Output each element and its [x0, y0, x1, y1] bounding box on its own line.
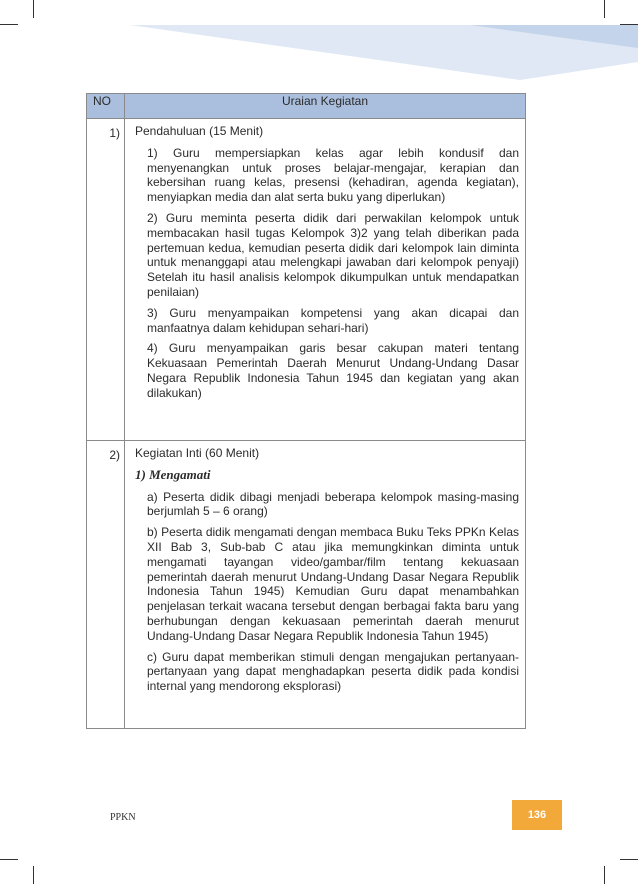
activity-table	[86, 93, 526, 729]
activity-list	[135, 146, 519, 401]
page-number: 136	[512, 800, 562, 830]
list-item: a) Peserta didik dibagi menjadi beberapa kelompok masing-masing berjumlah 5 – 6 orang)	[147, 489, 519, 519]
list-item: 2) Guru meminta peserta didik dari perwakilan kelompok untuk membacakan hasil tugas Kelompok 3)2 yang telah diberikan pada pertemuan kedua, kemudian peserta didik dari kelompok lain diminta untuk menanggapi atau melengkapi jawaban dari kelompok penyaji) Setelah itu hasil analisis kelompok dikumpulkan untuk mendapatkan penilaian)	[147, 210, 519, 299]
list-item: 4) Guru menyampaikan garis besar cakupan materi tentang Kekuasaan Pemerintah Daerah Menurut Undang-Undang Dasar Negara Republik Indonesia Tahun 1945 dan kegiatan yang akan dilakukan)	[147, 341, 519, 400]
row-content	[125, 119, 526, 441]
crop-mark	[0, 859, 18, 860]
column-header-uraian: Uraian Kegiatan	[125, 94, 526, 119]
row-number: 1)	[87, 119, 125, 441]
column-header-no: NO	[87, 94, 125, 119]
list-item: 1) Guru mempersiapkan kelas agar lebih kondusif dan menyenangkan untuk proses belajar-mengajar, kerapian dan kebersihan ruang kelas, presensi (kehadiran, agenda kegiatan), menyiapkan media dan alat serta buku yang diperlukan)	[147, 145, 519, 205]
row-number: 2)	[87, 441, 125, 729]
header-banner	[0, 0, 638, 80]
crop-mark	[604, 866, 605, 884]
subsection-title: 1) Mengamati	[135, 466, 211, 482]
list-item: c) Guru dapat memberikan stimuli dengan mengajukan pertanyaan-pertanyaan yang dapat menghadapkan peserta didik pada kondisi internal yang mendorong eksplorasi)	[147, 649, 519, 694]
table-row	[87, 119, 526, 441]
section-title: Kegiatan Inti (60 Menit)	[135, 446, 260, 460]
section-title: Pendahuluan (15 Menit)	[135, 124, 264, 138]
table-row	[87, 441, 526, 729]
crop-mark	[33, 866, 34, 884]
crop-mark	[620, 859, 638, 860]
list-item: 3) Guru menyampaikan kompetensi yang akan dicapai dan manfaatnya dalam kehidupan sehari-hari)	[147, 305, 519, 335]
list-item: b) Peserta didik mengamati dengan membaca Buku Teks PPKn Kelas XII Bab 3, Sub-bab C atau jika memungkinkan diminta untuk mengamati tayangan video/gambar/film tentang kekuasaan pemerintah daerah menurut Undang-Undang Dasar Negara Republik Indonesia Tahun 1945) Kemudian Guru dapat menambahkan penjelasan terkait wacana tersebut dengan berbagai fakta baru yang berhubungan dengan kekuasaan pemerintah daerah menurut Undang-Undang Dasar Negara Republik Indonesia Tahun 1945)	[147, 525, 519, 643]
footer-subject: PPKN	[110, 812, 136, 823]
activity-list	[135, 490, 519, 694]
row-content	[125, 441, 526, 729]
